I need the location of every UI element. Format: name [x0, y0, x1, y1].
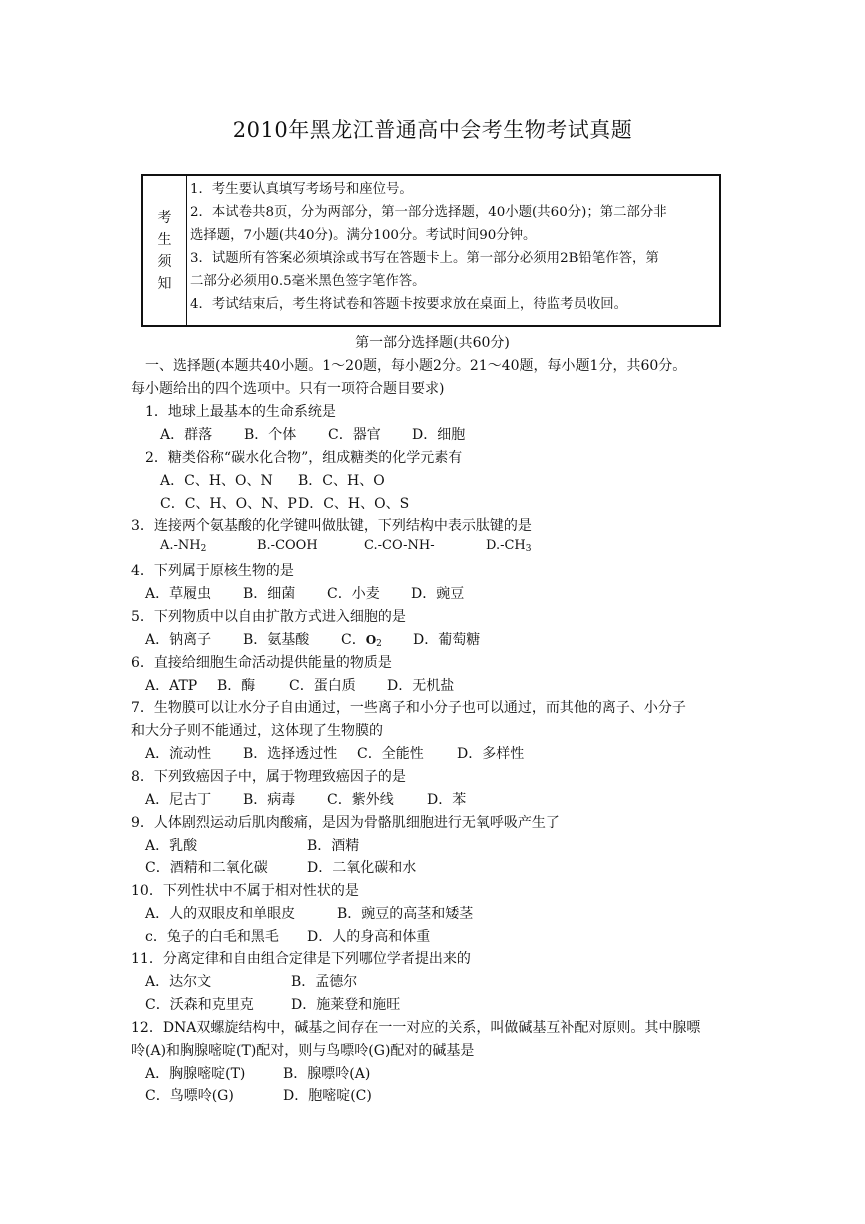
- notice-line: 4．考试结束后，考生将试卷和答题卡按要求放在桌面上，待监考员收回。: [190, 297, 628, 312]
- question-7-stem-line-2: 和大分子则不能通过，这体现了生物膜的: [131, 723, 383, 739]
- notice-label-char: 考: [157, 209, 172, 226]
- question-9-options-row-1: [145, 835, 359, 855]
- question-3-option-d: [486, 538, 532, 554]
- instructions-line-1: 一、选择题(本题共40小题。1～20题，每小题2分。21～40题，每小题1分，共60分。: [145, 358, 687, 374]
- question-3-option-b: B.-COOH: [257, 538, 318, 553]
- question-5-option-c: [341, 629, 413, 649]
- question-8-option-a: A．尼古丁: [145, 792, 212, 808]
- question-10-option-c: c．兔子的白毛和黑毛: [145, 929, 279, 945]
- notice-body: [187, 176, 719, 325]
- question-2-option-a: A．C、H、O、N: [160, 473, 273, 489]
- question-2-option-d: D．C、H、O、S: [298, 496, 410, 512]
- question-11-option-a: A．达尔文: [145, 974, 212, 990]
- question-12-option-d: D．胞嘧啶(C): [283, 1088, 372, 1104]
- part1-heading: 第一部分选择题(共60分): [355, 335, 510, 351]
- question-8-option-c: C．紫外线: [327, 792, 394, 808]
- question-4-option-d: D．豌豆: [411, 586, 465, 602]
- question-8-option-d: D．苯: [427, 792, 467, 808]
- question-2-options-row-1: [160, 470, 385, 490]
- question-9-options-row-2: [145, 857, 416, 877]
- question-6-options: [145, 675, 454, 695]
- question-9-option-c: C．酒精和二氧化碳: [145, 860, 268, 876]
- notice-label: [143, 176, 187, 325]
- question-10-options-row-1: [145, 903, 473, 923]
- instructions-line-2: 每小题给出的四个选项中。只有一项符合题目要求): [131, 381, 445, 397]
- question-11-option-b: B．孟德尔: [291, 974, 358, 990]
- question-9-stem: 9．人体剧烈运动后肌肉酸痛，是因为骨骼肌细胞进行无氧呼吸产生了: [131, 815, 560, 831]
- subscript: 2: [200, 544, 207, 554]
- question-5-option-c-letter: C．: [341, 632, 366, 648]
- question-7-options: [145, 743, 524, 763]
- question-1-options: [160, 424, 465, 444]
- question-6-option-a: A．ATP: [145, 678, 198, 694]
- question-9-option-d: D．二氧化碳和水: [307, 860, 417, 876]
- notice-line: 1．考生要认真填写考场号和座位号。: [190, 182, 413, 197]
- question-11-stem: 11．分离定律和自由组合定律是下列哪位学者提出来的: [131, 951, 471, 967]
- question-3-option-d-text: D.-CH: [486, 538, 526, 553]
- question-7-stem-line-1: 7．生物膜可以让水分子自由通过，一些离子和小分子也可以通过，而其他的离子、小分子: [131, 700, 686, 716]
- question-7-option-b: B．选择透过性: [243, 746, 338, 762]
- question-2-option-b: B．C、H、O: [298, 473, 385, 489]
- question-1-option-a: A．群落: [160, 427, 213, 443]
- notice-line: 选择题，7小题(共40分)。满分100分。考试时间90分钟。: [190, 228, 537, 243]
- candidate-notice-box: [141, 174, 721, 327]
- question-4-option-a: A．草履虫: [145, 586, 212, 602]
- question-12-option-c: C．鸟嘌呤(G): [145, 1088, 234, 1104]
- subscript: 3: [525, 544, 532, 554]
- question-1-option-d: D．细胞: [412, 427, 466, 443]
- question-6-option-b: B．酶: [217, 678, 256, 694]
- question-3-stem: 3．连接两个氨基酸的化学键叫做肽键，下列结构中表示肽键的是: [131, 518, 532, 534]
- question-1-stem: 1．地球上最基本的生命系统是: [145, 404, 336, 420]
- question-10-option-b: B．豌豆的高茎和矮茎: [337, 906, 474, 922]
- question-11-option-d: D．施莱登和施旺: [291, 997, 401, 1013]
- question-12-option-a: A．胸腺嘧啶(T): [145, 1066, 246, 1082]
- subscript: 2: [376, 639, 382, 649]
- question-4-option-b: B．细菌: [243, 586, 296, 602]
- question-6-stem: 6．直接给细胞生命活动提供能量的物质是: [131, 655, 392, 671]
- question-10-options-row-2: [145, 926, 430, 946]
- question-5-options: [145, 629, 480, 649]
- question-12-options-row-2: [145, 1085, 372, 1105]
- question-7-option-c: C．全能性: [357, 746, 424, 762]
- oxygen-formula: O: [365, 633, 377, 647]
- question-3-option-a-text: A.-NH: [160, 538, 201, 553]
- notice-label-char: 须: [157, 253, 172, 270]
- notice-line: 二部分必须用0.5毫米黑色签字笔作答。: [190, 274, 426, 289]
- question-8-stem: 8．下列致癌因子中，属于物理致癌因子的是: [131, 769, 406, 785]
- question-12-stem-line-2: 呤(A)和胸腺嘧啶(T)配对，则与鸟嘌呤(G)配对的碱基是: [131, 1043, 475, 1059]
- question-5-stem: 5．下列物质中以自由扩散方式进入细胞的是: [131, 609, 406, 625]
- question-12-options-row-1: [145, 1063, 370, 1083]
- question-7-option-d: D．多样性: [457, 746, 525, 762]
- exam-title: 2010年黑龙江普通高中会考生物考试真题: [232, 118, 633, 142]
- notice-label-char: 生: [157, 231, 172, 248]
- question-1-option-c: C．器官: [328, 427, 381, 443]
- question-11-options-row-1: [145, 971, 357, 991]
- question-11-option-c: C．沃森和克里克: [145, 997, 254, 1013]
- question-12-option-b: B．腺嘌呤(A): [283, 1066, 371, 1082]
- question-3-option-c: C.-CO-NH-: [364, 538, 435, 553]
- question-3-options: [160, 538, 532, 554]
- question-1-option-b: B．个体: [244, 427, 297, 443]
- question-2-stem: 2．糖类俗称“碳水化合物”，组成糖类的化学元素有: [145, 450, 463, 466]
- question-3-option-a: [160, 538, 257, 554]
- question-10-option-a: A．人的双眼皮和单眼皮: [145, 906, 296, 922]
- question-12-stem-line-1: 12．DNA双螺旋结构中，碱基之间存在一一对应的关系，叫做碱基互补配对原则。其中腺嘌: [131, 1020, 701, 1036]
- notice-line: 2．本试卷共8页，分为两部分，第一部分选择题，40小题(共60分)；第二部分非: [190, 205, 667, 220]
- question-9-option-b: B．酒精: [307, 838, 360, 854]
- question-2-option-c: C．C、H、O、N、P: [160, 496, 297, 512]
- question-4-options: [145, 583, 464, 603]
- question-2-options-row-2: [160, 493, 409, 513]
- question-4-option-c: C．小麦: [327, 586, 380, 602]
- question-5-option-d: D．葡萄糖: [413, 632, 481, 648]
- notice-label-char: 知: [157, 275, 172, 292]
- question-7-option-a: A．流动性: [145, 746, 212, 762]
- question-10-stem: 10．下列性状中不属于相对性状的是: [131, 883, 359, 899]
- question-8-options: [145, 789, 466, 809]
- question-9-option-a: A．乳酸: [145, 838, 198, 854]
- question-4-stem: 4．下列属于原核生物的是: [131, 563, 294, 579]
- question-5-option-a: A．钠离子: [145, 632, 212, 648]
- question-5-option-b: B．氨基酸: [243, 632, 310, 648]
- notice-line: 3．试题所有答案必须填涂或书写在答题卡上。第一部分必须用2B铅笔作答，第: [190, 251, 659, 266]
- question-10-option-d: D．人的身高和体重: [307, 929, 431, 945]
- question-11-options-row-2: [145, 994, 400, 1014]
- question-8-option-b: B．病毒: [243, 792, 296, 808]
- question-6-option-c: C．蛋白质: [289, 678, 356, 694]
- question-6-option-d: D．无机盐: [387, 678, 455, 694]
